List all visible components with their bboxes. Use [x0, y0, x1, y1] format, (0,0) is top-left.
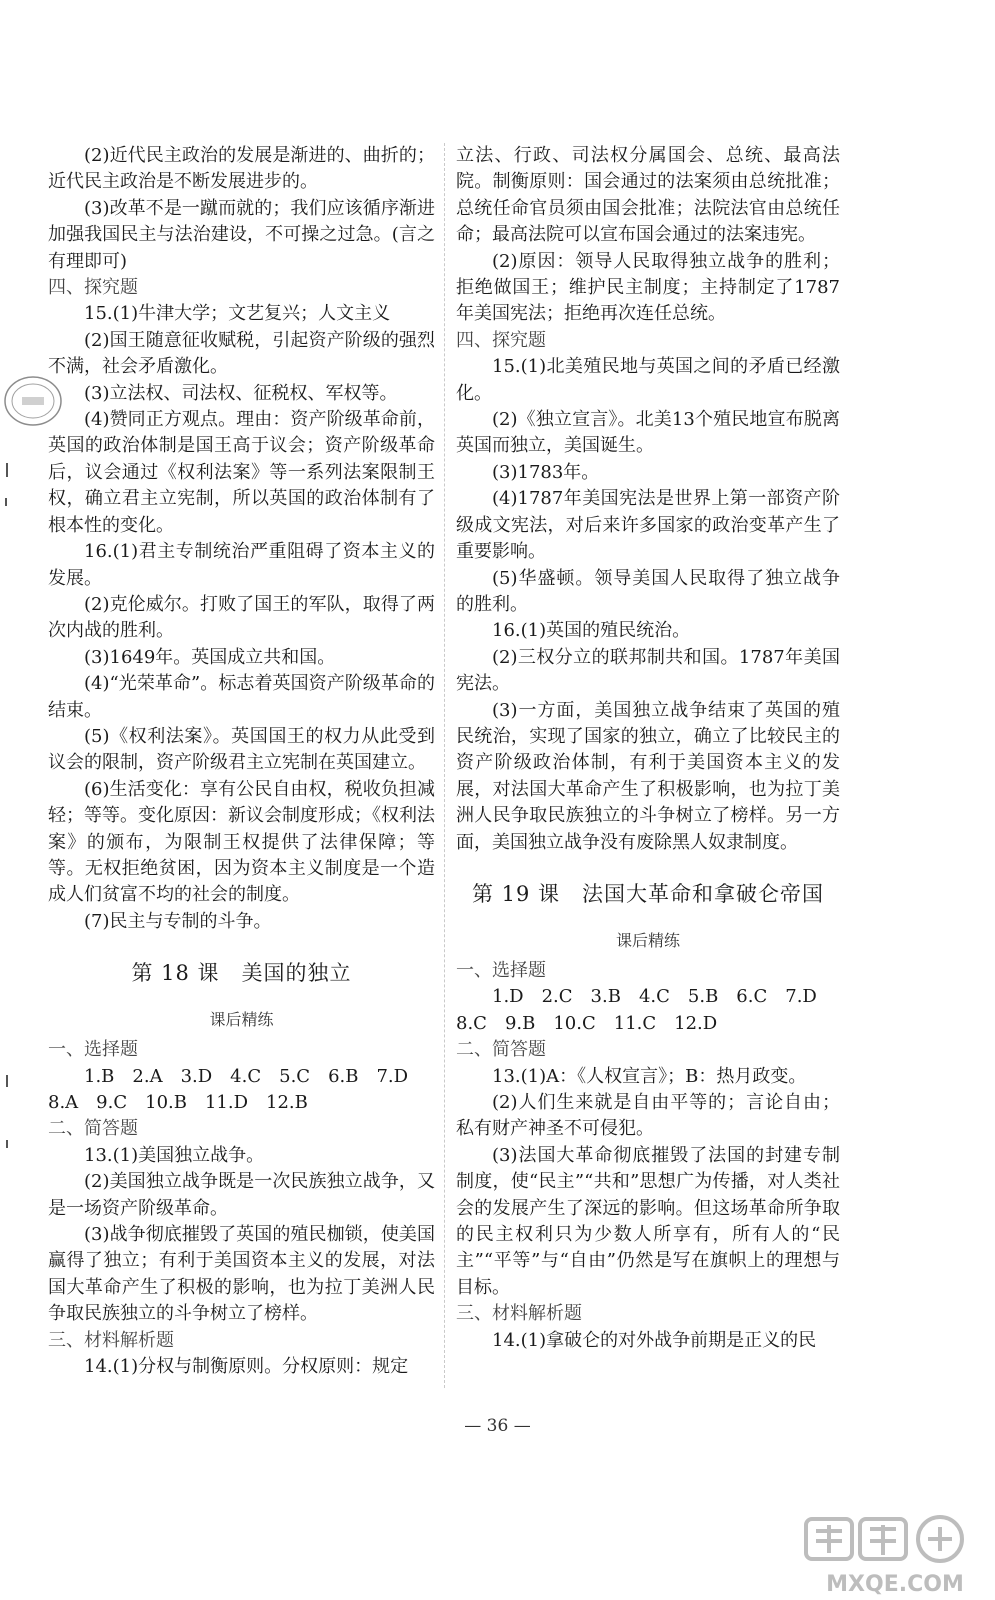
answer: (2)克伦威尔。打败了国王的军队，取得了两次内战的胜利。: [48, 593, 435, 642]
right-column: [456, 143, 840, 1354]
choice-answers: 8.A 9.C 10.B 11.D 12.B: [48, 1092, 308, 1113]
paragraph: (2)原因：领导人民取得独立战争的胜利；拒绝做国王；维护民主制度；主持制定了1787年美国宪法；拒绝再次连任总统。: [456, 250, 840, 325]
choice-answers: 1.B 2.A 3.D 4.C 5.C 6.B 7.D: [84, 1065, 409, 1087]
answer: 13.(1)美国独立战争。: [84, 1144, 265, 1166]
stamp-icon: [2, 372, 64, 430]
answer: (4)1787年美国宪法是世界上第一部资产阶级成文宪法，对后来许多国家的政治变革产生了重要影响。: [456, 488, 840, 563]
scan-mark: [6, 463, 8, 477]
answer: (2)三权分立的联邦制共和国。1787年美国宪法。: [456, 646, 840, 695]
answer: (3)1649年。英国成立共和国。: [84, 646, 336, 668]
lesson-subtitle: 课后精练: [209, 1010, 274, 1030]
section-heading: 四、探究题: [456, 329, 546, 351]
lesson-title: 第 19 课 法国大革命和拿破仑帝国: [471, 881, 825, 906]
answer: (3)立法权、司法权、征税权、军权等。: [84, 382, 398, 404]
answer: (2)人们生来就是自由平等的；言论自由；私有财产神圣不可侵犯。: [456, 1092, 840, 1140]
answer: 15.(1)北美殖民地与英国之间的矛盾已经激化。: [456, 356, 840, 404]
lesson-subtitle: 课后精练: [615, 930, 680, 950]
answer: (3)法国大革命彻底摧毁了法国的封建专制制度，使“民主”“共和”思想广为传播，对人类社会的发展产生了深远的影响。但这场革命所争取的民主权利只为少数人所享有，所有人的“民主”“平等”与“自由”仍然是写在旗帜上的理想与目标。: [456, 1144, 840, 1298]
answer: (3)1783年。: [492, 461, 600, 483]
answer: 13.(1)A：《人权宣言》；B：热月政变。: [492, 1065, 807, 1087]
watermark-text: MXQE.COM: [826, 1572, 964, 1597]
choice-answers: 8.C 9.B 10.C 11.C 12.D: [456, 1012, 718, 1034]
section-heading: 一、选择题: [456, 959, 546, 981]
answer: (4)赞同正方观点。理由：资产阶级革命前，英国的政治体制是国王高于议会；资产阶级革命后，议会通过《权利法案》等一系列法案限制王权，确立君主立宪制，所以英国的政治体制有了根本性的变化。: [48, 409, 435, 536]
answer: (5)《权利法案》。英国国王的权力从此受到议会的限制，资产阶级君主立宪制在英国建立。: [48, 725, 435, 774]
section-heading: 二、简答题: [456, 1039, 546, 1061]
left-column: [48, 143, 435, 1380]
answer: 16.(1)君主专制统治严重阻碍了资本主义的发展。: [48, 541, 435, 589]
section-heading: 一、选择题: [48, 1039, 138, 1061]
scan-mark: [5, 498, 7, 506]
watermark-logo-icon: [800, 1515, 990, 1597]
answer: 15.(1)牛津大学；文艺复兴；人文主义: [84, 303, 391, 325]
paragraph: (3)改革不是一蹴而就的；我们应该循序渐进加强我国民主与法治建设，不可操之过急。(言之有理即可): [48, 197, 435, 272]
answer: 14.(1)拿破仑的对外战争前期是正义的民: [492, 1329, 817, 1351]
section-heading: 三、材料解析题: [48, 1329, 174, 1351]
answer: (4)“光荣革命”。标志着英国资产阶级革命的结束。: [48, 673, 435, 721]
answer: (2)《独立宣言》。北美13个殖民地宣布脱离英国而独立，美国诞生。: [456, 409, 840, 457]
section-heading: 四、探究题: [48, 277, 138, 299]
section-heading: 三、材料解析题: [456, 1303, 582, 1325]
answer: (2)国王随意征收赋税，引起资产阶级的强烈不满，社会矛盾激化。: [48, 329, 435, 378]
page-number: — 36 —: [464, 1416, 531, 1436]
answer: 14.(1)分权与制衡原则。分权原则：规定: [84, 1356, 409, 1378]
answer: (3)战争彻底摧毁了英国的殖民枷锁，使美国赢得了独立；有利于美国资本主义的发展，对法国大革命产生了积极的影响，也为拉丁美洲人民争取民族独立的斗争树立了榜样。: [48, 1224, 435, 1325]
answer: (7)民主与专制的斗争。: [84, 910, 272, 932]
section-heading: 二、简答题: [48, 1118, 138, 1140]
answer: 16.(1)英国的殖民统治。: [492, 620, 691, 642]
lesson-title: 第 18 课 美国的独立: [131, 961, 352, 986]
paragraph: 立法、行政、司法权分属国会、总统、最高法院。制衡原则：国会通过的法案须由总统批准；总统任命官员须由国会批准；法院法官由总统任命；最高法院可以宣布国会通过的法案违宪。: [456, 145, 840, 246]
answer: (3)一方面，美国独立战争结束了英国的殖民统治，实现了国家的独立，确立了比较民主的资产阶级政治体制，有利于美国资本主义的发展，对法国大革命产生了积极影响，也为拉丁美洲人民争取民族独立的斗争树立了榜样。另一方面，美国独立战争没有废除黑人奴隶制度。: [456, 699, 840, 853]
answer: (2)美国独立战争既是一次民族独立战争，又是一场资产阶级革命。: [48, 1171, 435, 1219]
choice-answers: 1.D 2.C 3.B 4.C 5.B 6.C 7.D: [492, 986, 817, 1008]
answer: (5)华盛顿。领导美国人民取得了独立战争的胜利。: [456, 567, 840, 615]
scan-mark: [6, 1075, 8, 1087]
column-divider: [444, 143, 445, 1388]
answer: (6)生活变化：享有公民自由权，税收负担减轻；等等。变化原因：新议会制度形成；《权利法案》的颁布，为限制王权提供了法律保障；等等。无权拒绝贫困，因为资本主义制度是一个造成人们贫富不均的社会的制度。: [48, 778, 435, 906]
paragraph: (2)近代民主政治的发展是渐进的、曲折的；近代民主政治是不断发展进步的。: [48, 145, 435, 193]
scan-mark: [6, 1140, 8, 1148]
